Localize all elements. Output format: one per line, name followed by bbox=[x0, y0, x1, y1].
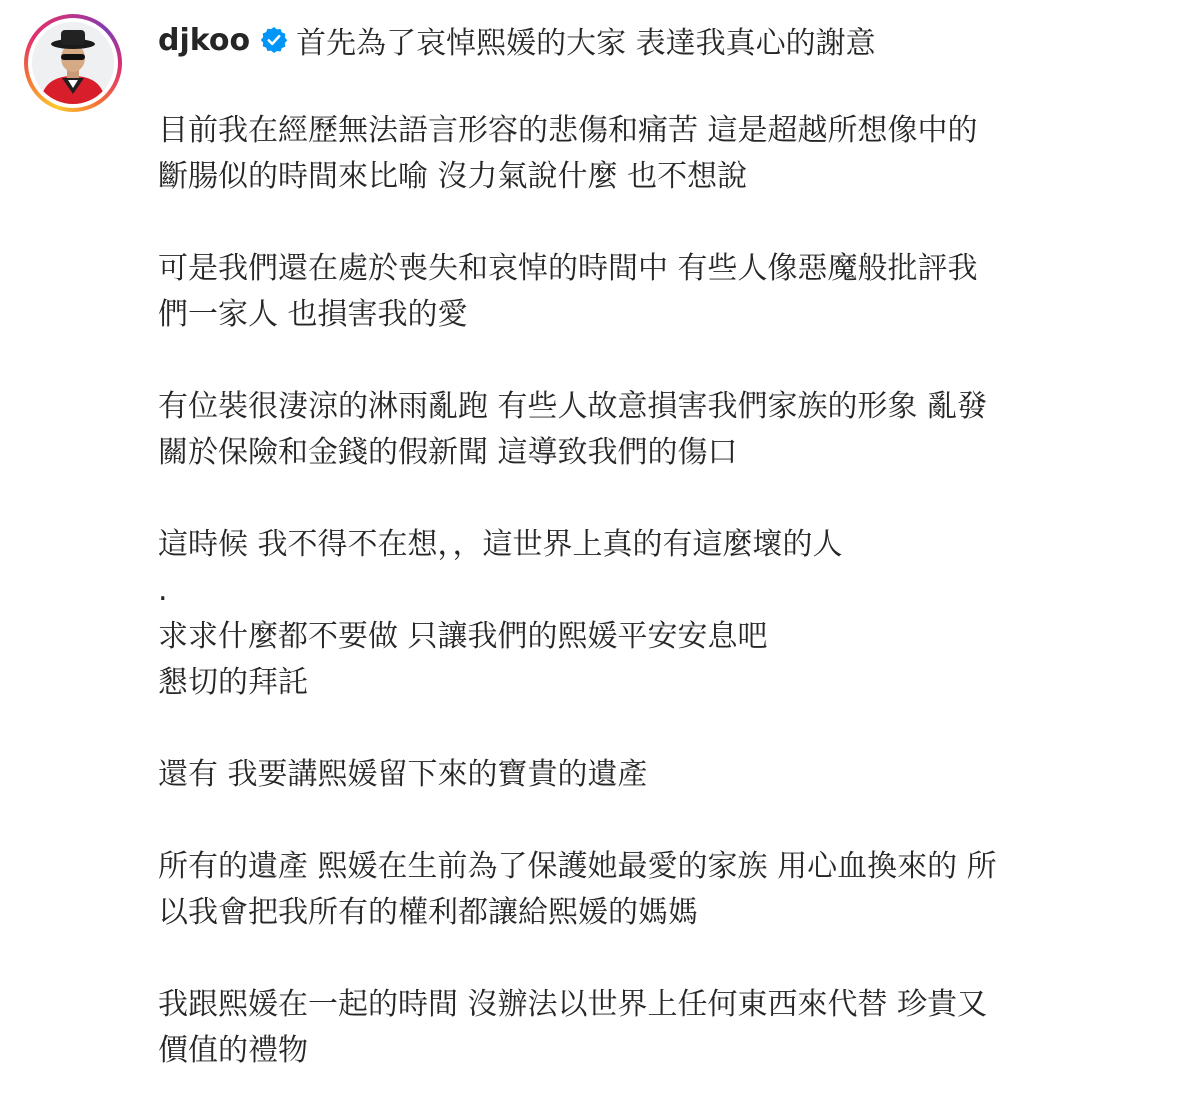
verified-badge-icon bbox=[260, 26, 288, 54]
caption-line: 還有 我要講熙媛留下來的寶貴的遺產 bbox=[158, 757, 648, 792]
caption-line: 有位裝很淒涼的淋雨亂跑 有些人故意損害我們家族的形象 亂發 bbox=[158, 389, 988, 424]
caption-paragraph bbox=[158, 982, 1138, 1074]
caption-line: 求求什麼都不要做 只讓我們的熙媛平安安息吧 bbox=[158, 619, 768, 654]
caption-paragraph bbox=[158, 752, 1138, 798]
caption-line: 懇切的拜託 bbox=[158, 665, 308, 700]
caption-line: 可是我們還在處於喪失和哀悼的時間中 有些人像惡魔般批評我 bbox=[158, 251, 978, 286]
caption-line: 以我會把我所有的權利都讓給熙媛的媽媽 bbox=[158, 895, 698, 930]
caption-paragraph bbox=[158, 108, 1138, 200]
avatar-ring-gap bbox=[28, 18, 118, 108]
caption-paragraph bbox=[158, 522, 1138, 568]
caption-header bbox=[158, 18, 876, 62]
avatar-story-ring[interactable] bbox=[24, 14, 122, 112]
caption-line: 們一家人 也損害我的愛 bbox=[158, 297, 468, 332]
caption-line: 價值的禮物 bbox=[158, 1033, 308, 1068]
caption-line: 這時候 我不得不在想，，這世界上真的有這麼壞的人 bbox=[158, 527, 843, 562]
caption-line: 關於保險和金錢的假新聞 這導致我們的傷口 bbox=[158, 435, 738, 470]
caption-paragraph bbox=[158, 568, 1138, 706]
caption-line: 目前我在經歷無法語言形容的悲傷和痛苦 這是超越所想像中的 bbox=[158, 113, 978, 148]
caption-body bbox=[158, 108, 1138, 1120]
caption-line: 斷腸似的時間來比喻 沒力氣說什麼 也不想說 bbox=[158, 159, 748, 194]
caption-line: . bbox=[158, 573, 168, 608]
avatar[interactable] bbox=[32, 22, 114, 104]
caption-line: 所有的遺產 熙媛在生前為了保護她最愛的家族 用心血換來的 所 bbox=[158, 849, 997, 884]
caption-line: 我跟熙媛在一起的時間 沒辦法以世界上任何東西來代替 珍貴又 bbox=[158, 987, 988, 1022]
caption-paragraph bbox=[158, 844, 1138, 936]
caption-first-line: 首先為了哀悼熙媛的大家 表達我真心的謝意 bbox=[296, 26, 876, 61]
caption-paragraph bbox=[158, 246, 1138, 338]
caption-paragraph bbox=[158, 384, 1138, 476]
profile-photo-icon bbox=[32, 22, 114, 104]
username-link[interactable]: djkoo bbox=[158, 22, 251, 58]
